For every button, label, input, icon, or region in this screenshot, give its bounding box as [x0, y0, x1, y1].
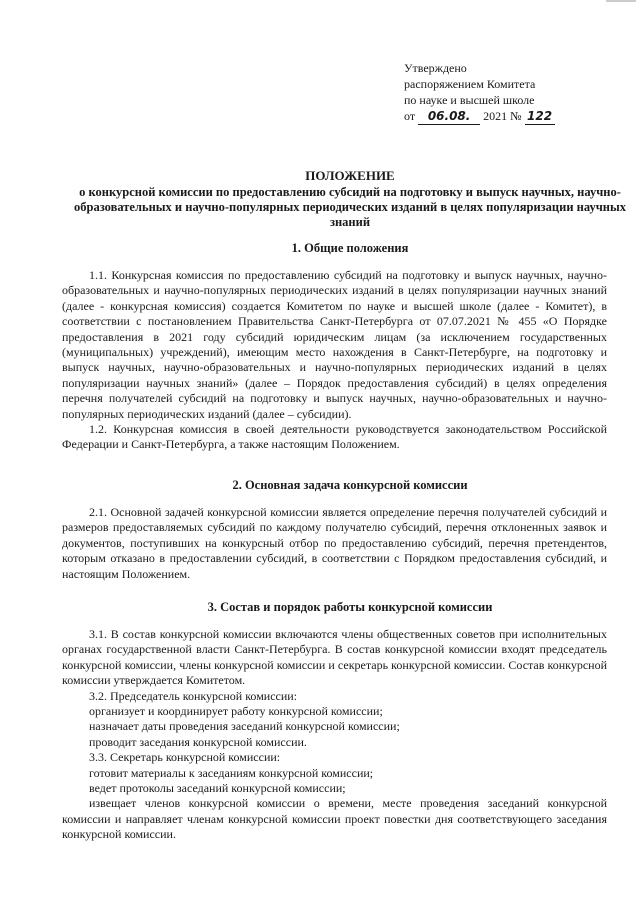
title-main: ПОЛОЖЕНИЕ [305, 168, 395, 183]
paragraph-2-1: 2.1. Основной задачей конкурсной комиссии является определение перечня получателей субсидий и размеров предоставляемых субсидий по каждому получателю субсидий, перечня отклоненных заявок и документов, поступивших на конкурсный отбор по предоставлению субсидий, перечня претендентов, которым отказано в предоставлении субсидий, в соответствии с Порядком предоставления субсидий, и настоящим Положением. [62, 505, 607, 581]
paragraph-3-1: 3.1. В состав конкурсной комиссии включаются члены общественных советов при исполнительных органах государственной власти Санкт-Петербурга. В состав конкурсной комиссии входят председатель конкурсной комиссии, члены конкурсной комиссии и секретарь конкурсной комиссии. Состав конкурсной комиссии утверждается Комитетом. [62, 627, 607, 688]
paragraph-3-2: 3.2. Председатель конкурсной комиссии: [89, 688, 298, 703]
section-body-2 [62, 505, 607, 582]
secretary-duty-3: извещает членов конкурсной комиссии о времени, месте проведения заседаний конкурсной комиссии и направляет членам конкурсной комиссии проект повестки дня соответствующего заседания конкурсной комиссии. [62, 796, 607, 842]
approval-line-2: распоряжением Комитета [404, 77, 536, 91]
secretary-duty-1: готовит материалы к заседаниям конкурсной комиссии; [89, 765, 374, 780]
approval-year: 2021 № [483, 109, 522, 123]
paragraph-3-3: 3.3. Секретарь конкурсной комиссии: [89, 750, 281, 765]
document-title [60, 168, 640, 230]
approval-date-line [404, 108, 604, 125]
approval-prefix: от [404, 109, 416, 123]
approval-line-1: Утверждено [404, 61, 467, 75]
paragraph-1-1: 1.1. Конкурсная комиссия по предоставлению субсидий на подготовку и выпуск научных, научно-образовательных и научно-популярных периодических изданий в целях популяризации научных знаний (далее - конкурсная комиссия) создается Комитетом по науке и высшей школе (далее - Комитет), в соответствии с постановлением Правительства Санкт-Петербурга от 07.07.2021 № 455 «О Порядке предоставления в 2021 году субсидий юридическим лицам (за исключением государственных (муниципальных) учреждений), имеющим место нахождения в Санкт-Петербурге, на подготовку и выпуск научных, научно-образовательных и научно-популярных периодических изданий в целях популяризации научных знаний» (далее – Порядок предоставления субсидий) в целях определения перечня получателей субсидий на подготовку и выпуск научных, научно-образовательных и научно-популярных периодических изданий (далее – субсидии). [62, 268, 607, 421]
chair-duty-2: назначает даты проведения заседаний конкурсной комиссии; [89, 719, 400, 734]
secretary-duty-2: ведет протоколы заседаний конкурсной комиссии; [89, 781, 346, 796]
title-subtitle: о конкурсной комиссии по предоставлению субсидий на подготовку и выпуск научных, научно-образовательных и научно-популярных периодических изданий в целях популяризации научных знаний [74, 185, 626, 229]
chair-duty-3: проводит заседания конкурсной комиссии. [89, 734, 307, 749]
section-heading-2: 2. Основная задача конкурсной комиссии [232, 478, 468, 492]
section-body-3 [62, 627, 607, 843]
approval-stamp-block [404, 60, 604, 125]
approval-line-3: по науке и высшей школе [404, 93, 535, 107]
scan-edge-mark [606, 0, 636, 3]
section-heading-3: 3. Состав и порядок работы конкурсной комиссии [207, 600, 493, 614]
chair-duty-1: организует и координирует работу конкурсной комиссии; [89, 704, 383, 719]
section-body-1 [62, 268, 607, 453]
handwritten-date: 06.08. [418, 108, 480, 125]
section-heading-1: 1. Общие положения [291, 241, 409, 255]
paragraph-1-2: 1.2. Конкурсная комиссия в своей деятельности руководствуется законодательством Российской Федерации и Санкт-Петербурга, а также настоящим Положением. [62, 422, 607, 452]
handwritten-number: 122 [525, 108, 555, 125]
